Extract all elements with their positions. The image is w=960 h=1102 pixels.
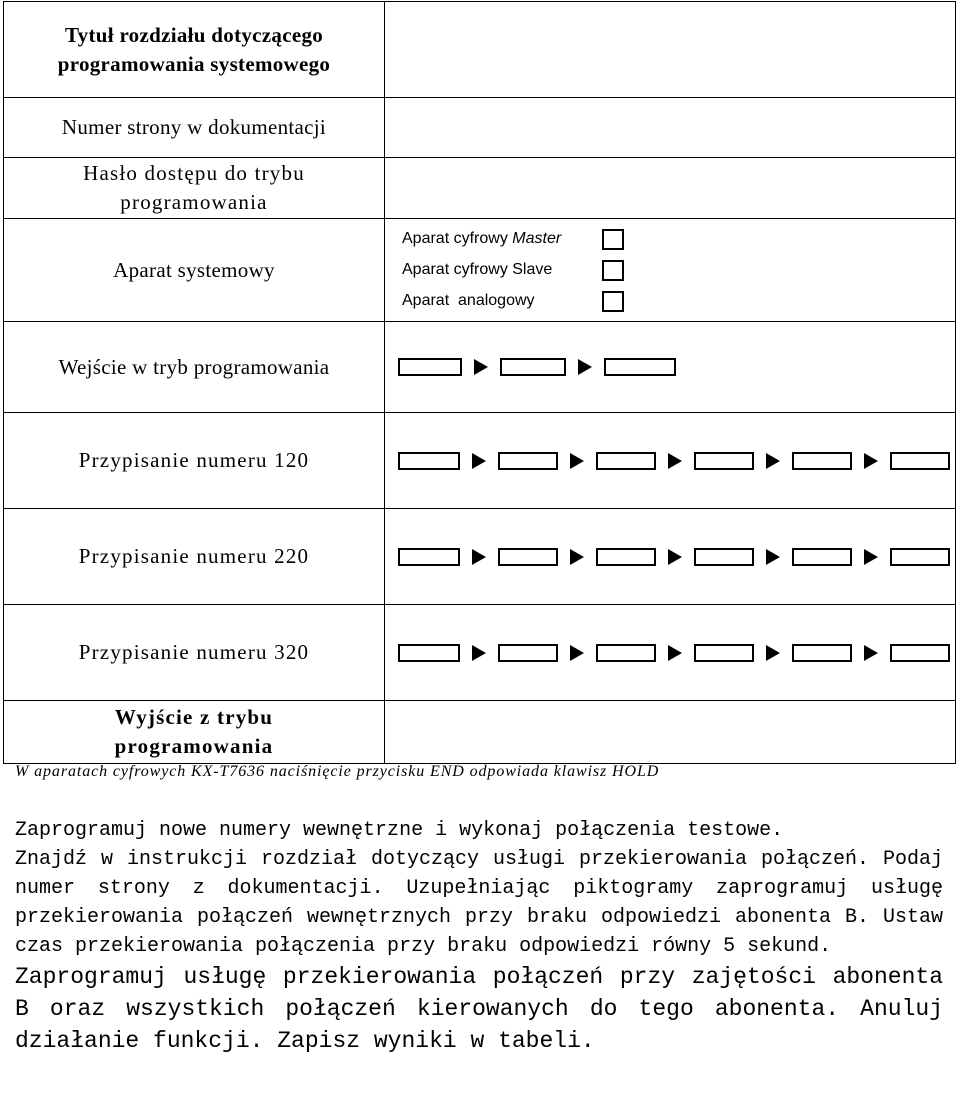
- instruction-paragraph: Znajdź w instrukcji rozdział dotyczący usługi przekierowania połączeń. Podaj numer strony z dokumentacji. Uzupełniając piktogramy zaprogramuj usługę przekierowania połączeń wewnętrznych przy braku odpowiedzi abonenta B. Ustaw czas przekierowania połączenia przy braku odpowiedzi równy 5 sekund.: [15, 848, 943, 958]
- arrow-right-icon: [472, 549, 486, 565]
- key-box[interactable]: [792, 452, 852, 470]
- cell-assign-220: [4, 509, 385, 605]
- key-box[interactable]: [890, 452, 950, 470]
- instruction-paragraph: Zaprogramuj usługę przekierowania połączeń przy zajętości abonenta B oraz wszystkich połączeń kierowanych do tego abonenta. Anuluj działanie funkcji. Zapisz wyniki w tabeli.: [15, 964, 943, 1054]
- programming-table: [3, 1, 956, 764]
- arrow-right-icon: [668, 453, 682, 469]
- key-box[interactable]: [498, 452, 558, 470]
- arrow-right-icon: [864, 645, 878, 661]
- cell-exit-value[interactable]: [385, 701, 956, 764]
- arrow-right-icon: [766, 645, 780, 661]
- cell-exit: [4, 701, 385, 764]
- row-password: [4, 158, 956, 219]
- slave-checkbox[interactable]: [602, 260, 624, 281]
- row-assign-120: [4, 413, 956, 509]
- arrow-right-icon: [570, 549, 584, 565]
- enter-key-sequence: [385, 358, 955, 376]
- assign-120-label: Przypisanie numeru 120: [78, 448, 310, 472]
- key-box[interactable]: [498, 644, 558, 662]
- cell-enter: [4, 322, 385, 413]
- cell-assign-220-sequence: [385, 509, 956, 605]
- key-box[interactable]: [890, 548, 950, 566]
- arrow-right-icon: [472, 453, 486, 469]
- instructions: [15, 816, 943, 1057]
- assign-120-key-sequence: [385, 452, 955, 470]
- arrow-right-icon: [864, 453, 878, 469]
- arrow-right-icon: [578, 359, 592, 375]
- title-label: Tytuł rozdziału dotyczącego programowania systemowego: [57, 22, 331, 76]
- analog-checkbox[interactable]: [602, 291, 624, 312]
- assign-320-key-sequence: [385, 644, 955, 662]
- cell-assign-120: [4, 413, 385, 509]
- assign-320-label: Przypisanie numeru 320: [78, 640, 310, 664]
- key-box[interactable]: [694, 548, 754, 566]
- cell-title-value[interactable]: [385, 2, 956, 98]
- device-option-master: Aparat cyfrowy Master: [385, 224, 955, 255]
- key-box[interactable]: [792, 548, 852, 566]
- row-device: [4, 219, 956, 322]
- row-enter: [4, 322, 956, 413]
- assign-220-label: Przypisanie numeru 220: [78, 544, 310, 568]
- key-box[interactable]: [596, 644, 656, 662]
- cell-page-number-value[interactable]: [385, 98, 956, 158]
- page-number-label: Numer strony w dokumentacji: [61, 115, 327, 139]
- key-box[interactable]: [398, 548, 460, 566]
- arrow-right-icon: [766, 549, 780, 565]
- arrow-right-icon: [570, 453, 584, 469]
- row-exit: [4, 701, 956, 764]
- arrow-right-icon: [668, 645, 682, 661]
- device-option-analog: Aparat analogowy: [385, 286, 955, 317]
- row-title: [4, 2, 956, 98]
- arrow-right-icon: [472, 645, 486, 661]
- cell-device-options: [385, 219, 956, 322]
- key-box[interactable]: [792, 644, 852, 662]
- arrow-right-icon: [668, 549, 682, 565]
- enter-label: Wejście w tryb programowania: [58, 354, 330, 379]
- arrow-right-icon: [766, 453, 780, 469]
- cell-device: [4, 219, 385, 322]
- cell-assign-320: [4, 605, 385, 701]
- arrow-right-icon: [474, 359, 488, 375]
- key-box[interactable]: [694, 644, 754, 662]
- cell-enter-sequence: [385, 322, 956, 413]
- key-box[interactable]: [398, 452, 460, 470]
- arrow-right-icon: [570, 645, 584, 661]
- device-option-slave: Aparat cyfrowy Slave: [385, 255, 955, 286]
- instruction-paragraph: Zaprogramuj nowe numery wewnętrzne i wykonaj połączenia testowe.: [15, 819, 784, 842]
- assign-220-key-sequence: [385, 548, 955, 566]
- cell-assign-120-sequence: [385, 413, 956, 509]
- row-page-number: [4, 98, 956, 158]
- cell-title: [4, 2, 385, 98]
- key-box[interactable]: [596, 452, 656, 470]
- key-box[interactable]: [500, 358, 566, 376]
- cell-page-number: [4, 98, 385, 158]
- device-label: Aparat systemowy: [113, 257, 275, 282]
- key-box[interactable]: [604, 358, 676, 376]
- key-box[interactable]: [398, 358, 462, 376]
- key-box[interactable]: [596, 548, 656, 566]
- key-box[interactable]: [694, 452, 754, 470]
- key-box[interactable]: [398, 644, 460, 662]
- exit-label: Wyjście z trybu programowania: [114, 705, 274, 758]
- cell-assign-320-sequence: [385, 605, 956, 701]
- row-assign-320: [4, 605, 956, 701]
- row-assign-220: [4, 509, 956, 605]
- cell-password: [4, 158, 385, 219]
- master-checkbox[interactable]: [602, 229, 624, 250]
- cell-password-value[interactable]: [385, 158, 956, 219]
- device-note: W aparatach cyfrowych KX-T7636 naciśnięcie przycisku END odpowiada klawisz HOLD: [15, 763, 660, 780]
- arrow-right-icon: [864, 549, 878, 565]
- key-box[interactable]: [890, 644, 950, 662]
- password-label: Hasło dostępu do trybu programowania: [83, 161, 305, 214]
- key-box[interactable]: [498, 548, 558, 566]
